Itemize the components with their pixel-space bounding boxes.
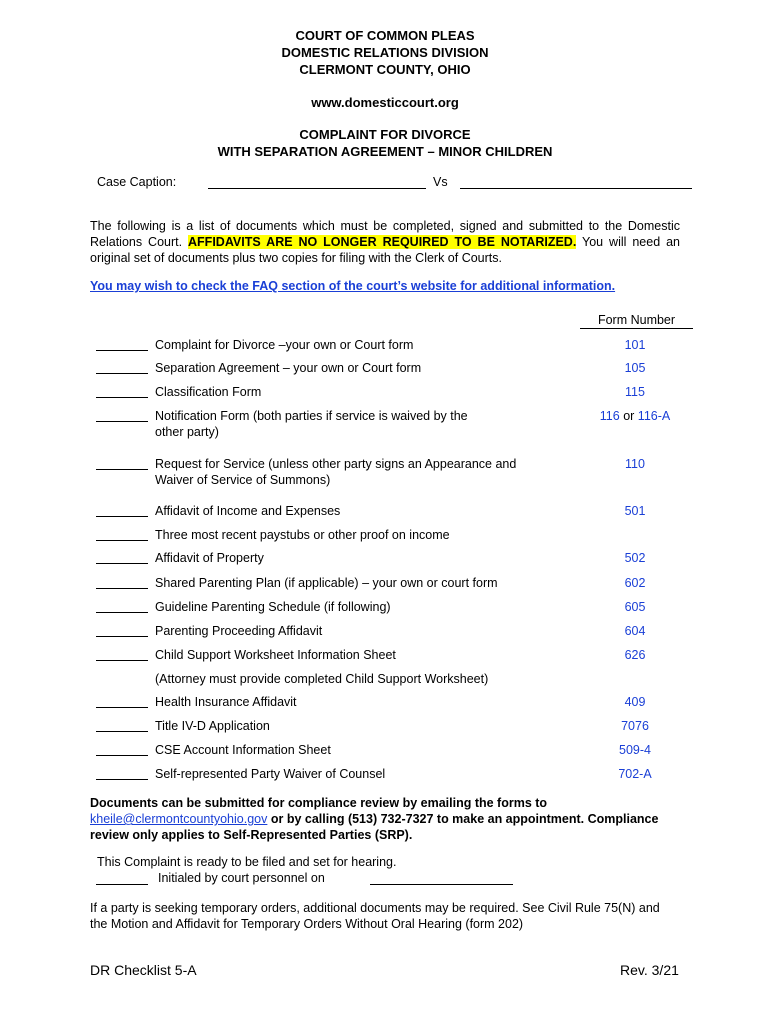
checkbox-blank[interactable]	[96, 612, 148, 613]
compliance-phone-text: or by calling (513) 732-7327 to make an appointment. Compliance	[267, 812, 659, 826]
form-number[interactable]: 501	[624, 504, 646, 518]
list-item: Parenting Proceeding Affidavit	[155, 624, 323, 638]
form-number[interactable]: 509-4	[619, 743, 651, 757]
temporary-orders-line-1: If a party is seeking temporary orders, additional documents may be required. See Civil Rule 75(N) and	[90, 901, 660, 915]
checkbox-blank[interactable]	[96, 731, 148, 732]
division-name: DOMESTIC RELATIONS DIVISION	[281, 45, 489, 60]
form-number[interactable]: 105	[624, 361, 646, 375]
list-item: Health Insurance Affidavit	[155, 695, 297, 709]
compliance-line-2	[90, 811, 658, 827]
faq-link[interactable]: You may wish to check the FAQ section of the court’s website for additional information.	[90, 279, 616, 293]
initialed-date-field[interactable]	[370, 872, 513, 885]
form-number-group	[560, 408, 710, 424]
temporary-orders-line-2: the Motion and Affidavit for Temporary Orders Without Oral Hearing (form 202)	[90, 917, 524, 931]
checkbox-blank[interactable]	[96, 563, 148, 564]
footer-revision: Rev. 3/21	[620, 962, 679, 978]
list-item: Notification Form (both parties if service is waived by the	[155, 409, 468, 423]
list-item: Self-represented Party Waiver of Counsel	[155, 767, 386, 781]
document-subtitle: WITH SEPARATION AGREEMENT – MINOR CHILDREN	[217, 144, 553, 159]
form-number[interactable]: 602	[624, 576, 646, 590]
checkbox-blank[interactable]	[96, 373, 148, 374]
document-title: COMPLAINT FOR DIVORCE	[299, 127, 471, 142]
checkbox-blank[interactable]	[96, 421, 148, 422]
checkbox-blank[interactable]	[96, 588, 148, 589]
list-item: CSE Account Information Sheet	[155, 743, 331, 757]
form-number-header: Form Number	[580, 313, 693, 329]
initials-blank[interactable]	[96, 884, 148, 885]
compliance-line-3: review only applies to Self-Represented Parties (SRP).	[90, 828, 413, 842]
list-item: Three most recent paystubs or other proof on income	[155, 528, 450, 542]
checkbox-blank[interactable]	[96, 660, 148, 661]
list-item: Child Support Worksheet Information Sheet	[155, 648, 396, 662]
footer-checklist-id: DR Checklist 5-A	[90, 962, 197, 978]
form-number[interactable]: 116-A	[637, 409, 671, 423]
list-item: Affidavit of Property	[155, 551, 264, 565]
list-item: Complaint for Divorce –your own or Court form	[155, 338, 414, 352]
form-number[interactable]: 604	[624, 624, 646, 638]
checkbox-blank[interactable]	[96, 350, 148, 351]
form-number[interactable]: 605	[624, 600, 646, 614]
form-number[interactable]: 115	[625, 385, 645, 399]
checkbox-blank[interactable]	[96, 540, 148, 541]
compliance-line-1: Documents can be submitted for compliance review by emailing the forms to	[90, 796, 548, 810]
county-name: CLERMONT COUNTY, OHIO	[299, 62, 471, 77]
list-item: Separation Agreement – your own or Court form	[155, 361, 422, 375]
ready-statement: This Complaint is ready to be filed and set for hearing.	[97, 855, 397, 869]
list-item: Title IV-D Application	[155, 719, 270, 733]
list-item: Shared Parenting Plan (if applicable) – your own or court form	[155, 576, 498, 590]
case-caption-vs: Vs	[433, 175, 448, 189]
list-item: Classification Form	[155, 385, 262, 399]
intro-text-1: The following is a list of documents which must be completed, signed and submitted to the Domestic Relations Court.	[90, 219, 680, 249]
form-number[interactable]: 409	[624, 695, 646, 709]
checkbox-blank[interactable]	[96, 636, 148, 637]
checkbox-blank[interactable]	[96, 469, 148, 470]
case-caption-defendant-field[interactable]	[460, 176, 692, 189]
list-item: Request for Service (unless other party signs an Appearance and	[155, 457, 517, 471]
form-number[interactable]: 7076	[621, 719, 649, 733]
list-item-continued: other party)	[155, 425, 219, 439]
form-number[interactable]: 626	[624, 648, 646, 662]
website: www.domesticcourt.org	[311, 95, 459, 110]
list-item-continued: Waiver of Service of Summons)	[155, 473, 331, 487]
form-number[interactable]: 101	[624, 338, 646, 352]
list-item: Affidavit of Income and Expenses	[155, 504, 341, 518]
checkbox-blank[interactable]	[96, 707, 148, 708]
list-item-note: (Attorney must provide completed Child Support Worksheet)	[155, 672, 489, 686]
intro-paragraph	[90, 218, 680, 266]
checkbox-blank[interactable]	[96, 755, 148, 756]
form-number[interactable]: 110	[625, 457, 645, 471]
checkbox-blank[interactable]	[96, 397, 148, 398]
intro-text-2: You will need an original set of documents plus two copies for filing with the Clerk of Courts.	[90, 235, 680, 265]
form-number-or: or	[623, 409, 635, 423]
form-number[interactable]: 702-A	[618, 767, 652, 781]
case-caption-plaintiff-field[interactable]	[208, 176, 426, 189]
form-number[interactable]: 502	[624, 551, 646, 565]
court-name: COURT OF COMMON PLEAS	[295, 28, 475, 43]
notarize-notice: AFFIDAVITS ARE NO LONGER REQUIRED TO BE NOTARIZED.	[188, 235, 577, 249]
compliance-email-link[interactable]: kheile@clermontcountyohio.gov	[90, 812, 268, 826]
checkbox-blank[interactable]	[96, 516, 148, 517]
form-number[interactable]: 116	[599, 409, 620, 423]
checkbox-blank[interactable]	[96, 779, 148, 780]
list-item: Guideline Parenting Schedule (if following)	[155, 600, 391, 614]
case-caption-label: Case Caption:	[97, 175, 177, 189]
initialed-label: Initialed by court personnel on	[158, 871, 325, 885]
